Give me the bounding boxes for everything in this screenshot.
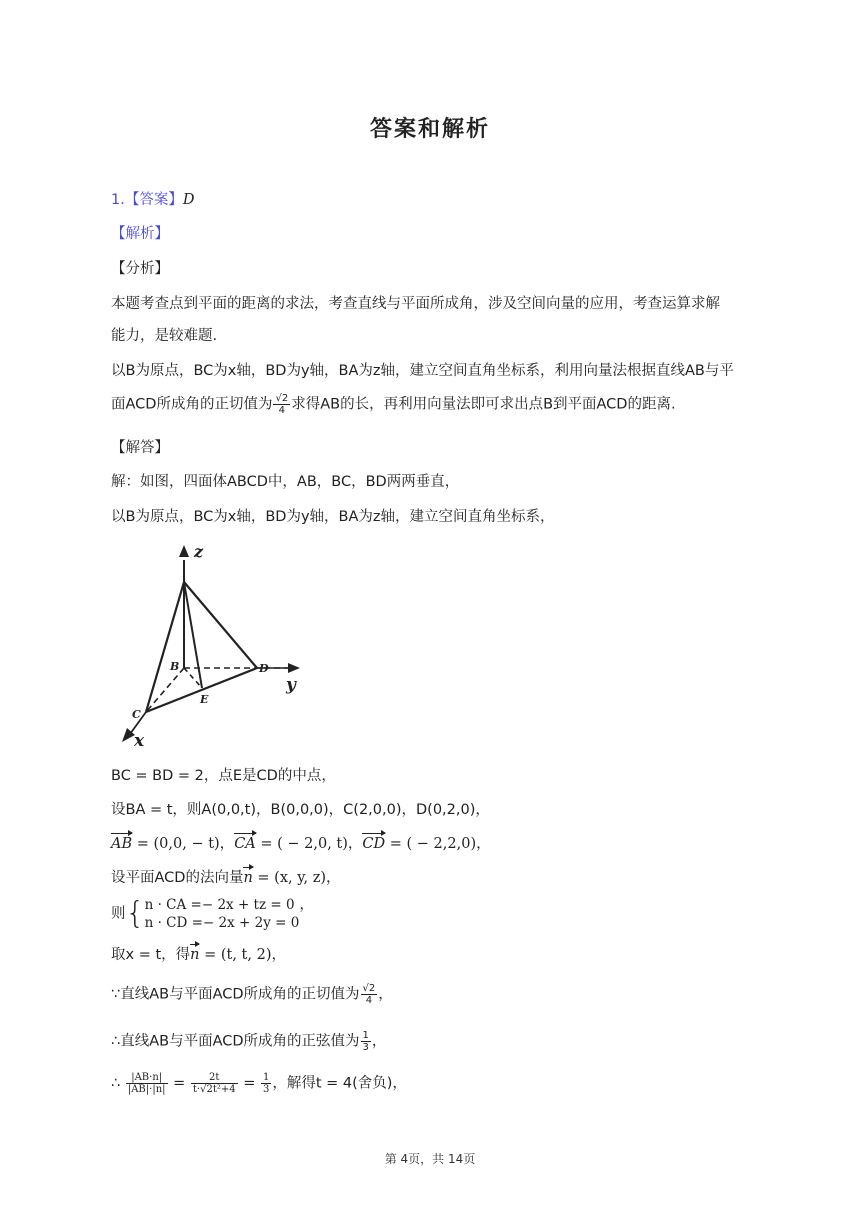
q1-answer-line <box>111 190 194 210</box>
sin-comma: ， <box>371 1033 387 1050</box>
page-title: 答案和解析 <box>369 117 490 142</box>
z-label: z <box>194 542 204 561</box>
solution-line-10 <box>111 1030 386 1053</box>
take-x-text: 取x = t，得 <box>111 947 191 963</box>
point-B-label: B <box>170 660 180 673</box>
answer-value: D <box>182 192 195 208</box>
tan-value-fraction <box>361 983 378 1006</box>
equals-sign-2: = <box>238 1075 260 1092</box>
vector-CA: CA <box>234 836 256 852</box>
substituted-fraction <box>191 1072 238 1095</box>
analysis-text-4 <box>111 393 676 416</box>
sin-formula-denominator: |AB|·|n| <box>127 1084 166 1095</box>
equals-sign-1: = <box>168 1075 190 1092</box>
vector-AB-value: = (0,0, − t)， <box>132 836 235 852</box>
one-third-denominator: 3 <box>262 1084 270 1095</box>
system-prefix: 则 <box>111 906 126 922</box>
jieda-heading: 【解答】 <box>111 440 169 456</box>
normal-vector-result: = (t, t, 2)， <box>199 947 286 963</box>
tetrahedron-figure <box>112 540 312 750</box>
jiexi-heading: 【解析】 <box>111 226 169 242</box>
fraction-denominator: 4 <box>278 405 286 416</box>
fraction-numerator: √2 <box>275 393 289 404</box>
therefore-sign: ∴ <box>111 1075 125 1092</box>
y-label: y <box>286 675 296 695</box>
solution-line-11 <box>111 1072 407 1095</box>
tan-fraction <box>273 393 290 416</box>
solution-line-6 <box>111 868 341 888</box>
y-axis-arrow <box>288 663 300 673</box>
substituted-numerator: 2t <box>191 1072 238 1084</box>
vector-n-2: n <box>190 947 200 963</box>
solve-t-text: ，解得t = 4(舍负)， <box>272 1075 407 1092</box>
edge-AD <box>184 582 257 668</box>
system-suffix: ， <box>299 897 314 913</box>
vector-AB: AB <box>111 836 133 852</box>
solution-line-5 <box>111 834 491 854</box>
brace-icon: { <box>125 896 145 931</box>
system-row-1: n · CA =− 2x + tz = 0 <box>144 897 295 913</box>
page-footer: 第 4页，共 14页 <box>384 1152 476 1166</box>
analysis-text-4a: 面ACD所成角的正切值为 <box>111 396 273 413</box>
point-E-label: E <box>200 693 209 706</box>
analysis-text-4b: 求得AB的长，再利用向量法即可求出点B到平面ACD的距离. <box>291 396 676 413</box>
sin-numerator: 1 <box>362 1030 369 1041</box>
sin-denominator: 3 <box>362 1042 369 1053</box>
z-axis-arrow <box>179 545 189 557</box>
tan-comma: ， <box>378 986 393 1003</box>
tan-condition-text: ∵直线AB与平面ACD所成角的正切值为 <box>111 986 360 1003</box>
one-third-fraction <box>261 1072 271 1095</box>
tan-denominator: 4 <box>365 995 373 1006</box>
vector-CD-value: = ( − 2,2,0)， <box>385 836 491 852</box>
solution-line-4: 设BA = t，则A(0,0,t)，B(0,0,0)，C(2,0,0)，D(0,2,0)， <box>111 802 490 818</box>
analysis-text-1: 本题考查点到平面的距离的求法，考查直线与平面所成角，涉及空间向量的应用，考查运算求解 <box>111 296 720 312</box>
sin-formula-numerator: |AB·n| <box>126 1072 168 1084</box>
point-C-label: C <box>132 708 141 721</box>
equation-system <box>111 896 314 932</box>
point-D-label: D <box>259 662 269 675</box>
system-rows <box>145 896 300 932</box>
question-number: 1. <box>111 192 125 208</box>
edge-AC <box>146 582 184 712</box>
normal-vector-value: = (x, y, z)， <box>252 870 341 886</box>
vector-CD: CD <box>362 836 386 852</box>
answer-tag: 【答案】 <box>124 192 183 208</box>
vector-n: n <box>243 870 253 886</box>
sin-value-fraction <box>361 1030 371 1053</box>
solution-line-2: 以B为原点，BC为x轴，BD为y轴，BA为z轴，建立空间直角坐标系， <box>111 509 555 525</box>
fenxi-heading: 【分析】 <box>111 261 169 277</box>
analysis-text-2: 能力，是较难题. <box>111 328 218 344</box>
solution-line-8 <box>111 945 286 965</box>
sin-formula-fraction <box>126 1072 168 1095</box>
tan-numerator: √2 <box>362 983 376 994</box>
normal-vector-text: 设平面ACD的法向量 <box>111 870 244 886</box>
solution-line-9 <box>111 983 393 1006</box>
analysis-text-3: 以B为原点，BC为x轴，BD为y轴，BA为z轴，建立空间直角坐标系，利用向量法根据直线AB与平 <box>111 363 734 379</box>
x-label: x <box>134 731 145 750</box>
solution-line-3: BC = BD = 2，点E是CD的中点， <box>111 768 336 784</box>
system-row-2: n · CD =− 2x + 2y = 0 <box>144 915 300 931</box>
solution-line-1: 解：如图，四面体ABCD中，AB，BC，BD两两垂直， <box>111 474 460 490</box>
sin-condition-text: ∴直线AB与平面ACD所成角的正弦值为 <box>111 1033 360 1050</box>
substituted-denominator: t·√2t²+4 <box>192 1084 236 1095</box>
vector-CA-value: = ( − 2,0, t)， <box>255 836 363 852</box>
one-third-numerator: 1 <box>262 1072 270 1083</box>
